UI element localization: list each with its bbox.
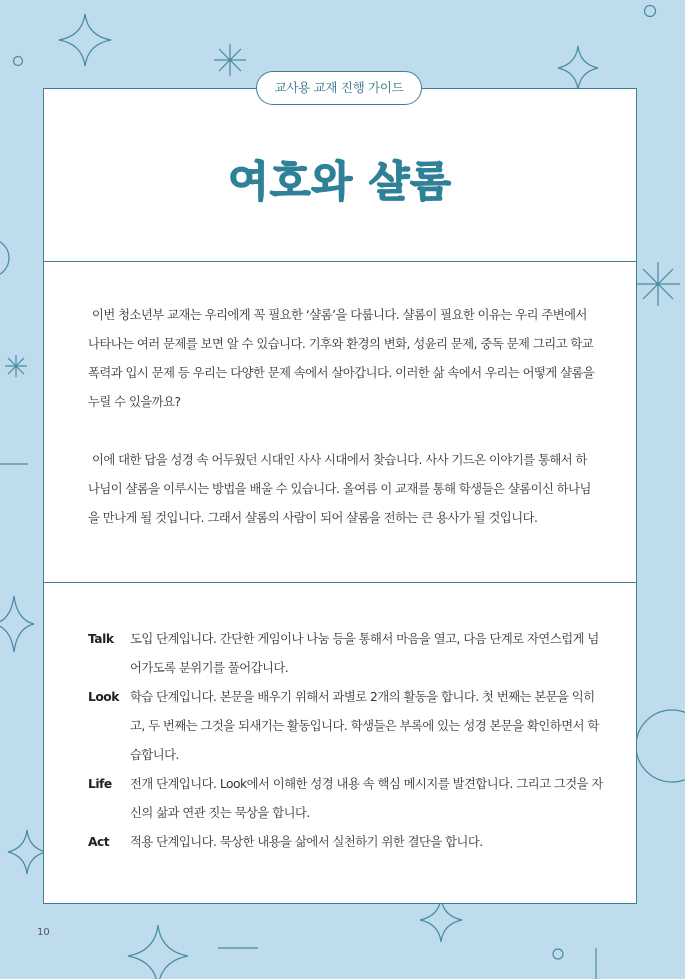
circle-icon — [0, 239, 9, 277]
list-item — [88, 625, 608, 683]
section-divider — [44, 261, 636, 262]
intro-paragraph: 이에 대한 답을 성경 속 어두웠던 시대인 사사 시대에서 찾습니다. 사사 기드온 이야기를 통해서 하나님이 샬롬을 이루시는 방법을 배울 수 있습니다. 올여름 이 교재를 통해 학생들은 샬롬이신 하나님을 만나게 될 것입니다. 그래서 샬롬의 사람이 되어 샬롬을 전하는 큰 용사가 될 것입니다. — [88, 453, 591, 525]
circle-icon — [636, 710, 685, 782]
step-name: Life — [88, 777, 112, 791]
page-number: 10 — [37, 927, 50, 938]
intro-section — [88, 301, 598, 562]
circle-icon — [645, 6, 656, 17]
intro-paragraph: 이번 청소년부 교재는 우리에게 꼭 필요한 ‘샬롬’을 다룹니다. 샬롬이 필요한 이유는 우리 주변에서 나타나는 여러 문제를 보면 알 수 있습니다. 기후와 환경의 변화, 성윤리 문제, 중독 문제 그리고 학교 폭력과 입시 문제 등 우리는 다양한 문제 속에서 살아갑니다. 이러한 삶 속에서 우리는 어떻게 샬롬을 누릴 수 있을까요? — [88, 308, 595, 409]
step-name: Act — [88, 835, 110, 849]
sparkle-icon — [59, 14, 111, 66]
step-description: 전개 단계입니다. Look에서 이해한 성경 내용 속 핵심 메시지를 발견합니다. 그리고 그것을 자신의 삶과 연관 짓는 묵상을 합니다. — [130, 777, 603, 820]
guide-badge: 교사용 교재 진행 가이드 — [256, 71, 422, 105]
section-divider — [44, 582, 636, 583]
star-icon — [214, 44, 246, 76]
steps-list — [88, 625, 608, 857]
step-description: 학습 단계입니다. 본문을 배우기 위해서 과별로 2개의 활동을 합니다. 첫 번째는 본문을 익히고, 두 번째는 그것을 되새기는 활동입니다. 학생들은 부록에 있는 성경 본문을 확인하면서 학습합니다. — [130, 690, 599, 762]
sparkle-icon — [8, 830, 46, 874]
sparkle-icon — [558, 46, 598, 90]
list-item — [88, 770, 608, 828]
step-description: 도입 단계입니다. 간단한 게임이나 나눔 등을 통해서 마음을 열고, 다음 단계로 자연스럽게 넘어가도록 분위기를 풀어갑니다. — [130, 632, 599, 675]
sparkle-icon — [420, 898, 462, 942]
page-title: 여호와 샬롬 — [228, 157, 452, 206]
sparkle-icon — [128, 925, 188, 979]
list-item — [88, 828, 608, 857]
sparkle-icon — [0, 596, 34, 652]
star-icon — [5, 355, 27, 377]
list-item — [88, 683, 608, 770]
step-description: 적용 단계입니다. 묵상한 내용을 삶에서 실천하기 위한 결단을 합니다. — [130, 835, 483, 849]
step-name: Talk — [88, 632, 114, 646]
circle-icon — [553, 949, 563, 959]
star-icon — [636, 262, 680, 306]
circle-icon — [14, 57, 23, 66]
content-card — [43, 88, 637, 904]
step-name: Look — [88, 690, 119, 704]
